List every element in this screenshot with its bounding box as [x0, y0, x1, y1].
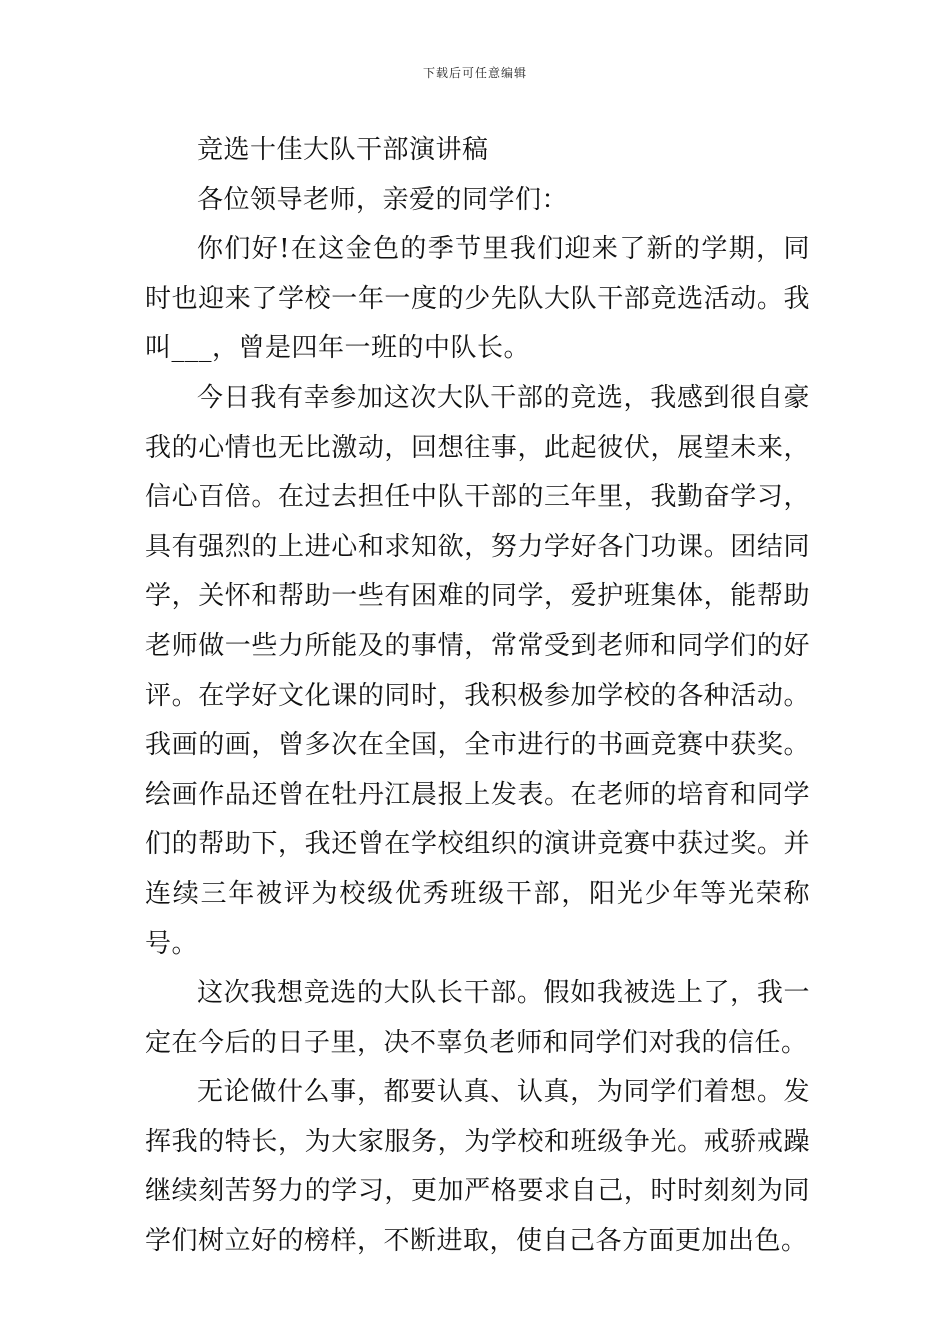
- paragraph-2: 今日我有幸参加这次大队干部的竞选，我感到很自豪我的心情也无比激动，回想往事，此起彼伏，展望未来，信心百倍。在过去担任中队干部的三年里，我勤奋学习，具有强烈的上进心和求知欲，努力学好各门功课。团结同学，关怀和帮助一些有困难的同学，爱护班集体，能帮助老师做一些力所能及的事情，常常受到老师和同学们的好评。在学好文化课的同时，我积极参加学校的各种活动。我画的画，曾多次在全国，全市进行的书画竞赛中获奖。绘画作品还曾在牡丹江晨报上发表。在老师的培育和同学们的帮助下，我还曾在学校组织的演讲竞赛中获过奖。并连续三年被评为校级优秀班级干部，阳光少年等光荣称号。: [145, 382, 810, 959]
- document-body: [145, 126, 810, 1267]
- paragraph-4: 无论做什么事，都要认真、认真，为同学们着想。发挥我的特长，为大家服务，为学校和班级争光。戒骄戒躁继续刻苦努力的学习，更加严格要求自己，时时刻刻为同学们树立好的榜样，不断进取，使自己各方面更加出色。: [145, 1077, 810, 1257]
- paragraph-1: 你们好!在这金色的季节里我们迎来了新的学期，同时也迎来了学校一年一度的少先队大队干部竞选活动。我叫___，曾是四年一班的中队长。: [145, 234, 810, 364]
- document-title: 竞选十佳大队干部演讲稿: [197, 135, 489, 165]
- salutation: 各位领导老师，亲爱的同学们：: [197, 184, 569, 215]
- page-header-note: 下载后可任意编辑: [422, 66, 527, 80]
- paragraph-3: 这次我想竞选的大队长干部。假如我被选上了，我一定在今后的日子里，决不辜负老师和同学们对我的信任。: [145, 978, 810, 1058]
